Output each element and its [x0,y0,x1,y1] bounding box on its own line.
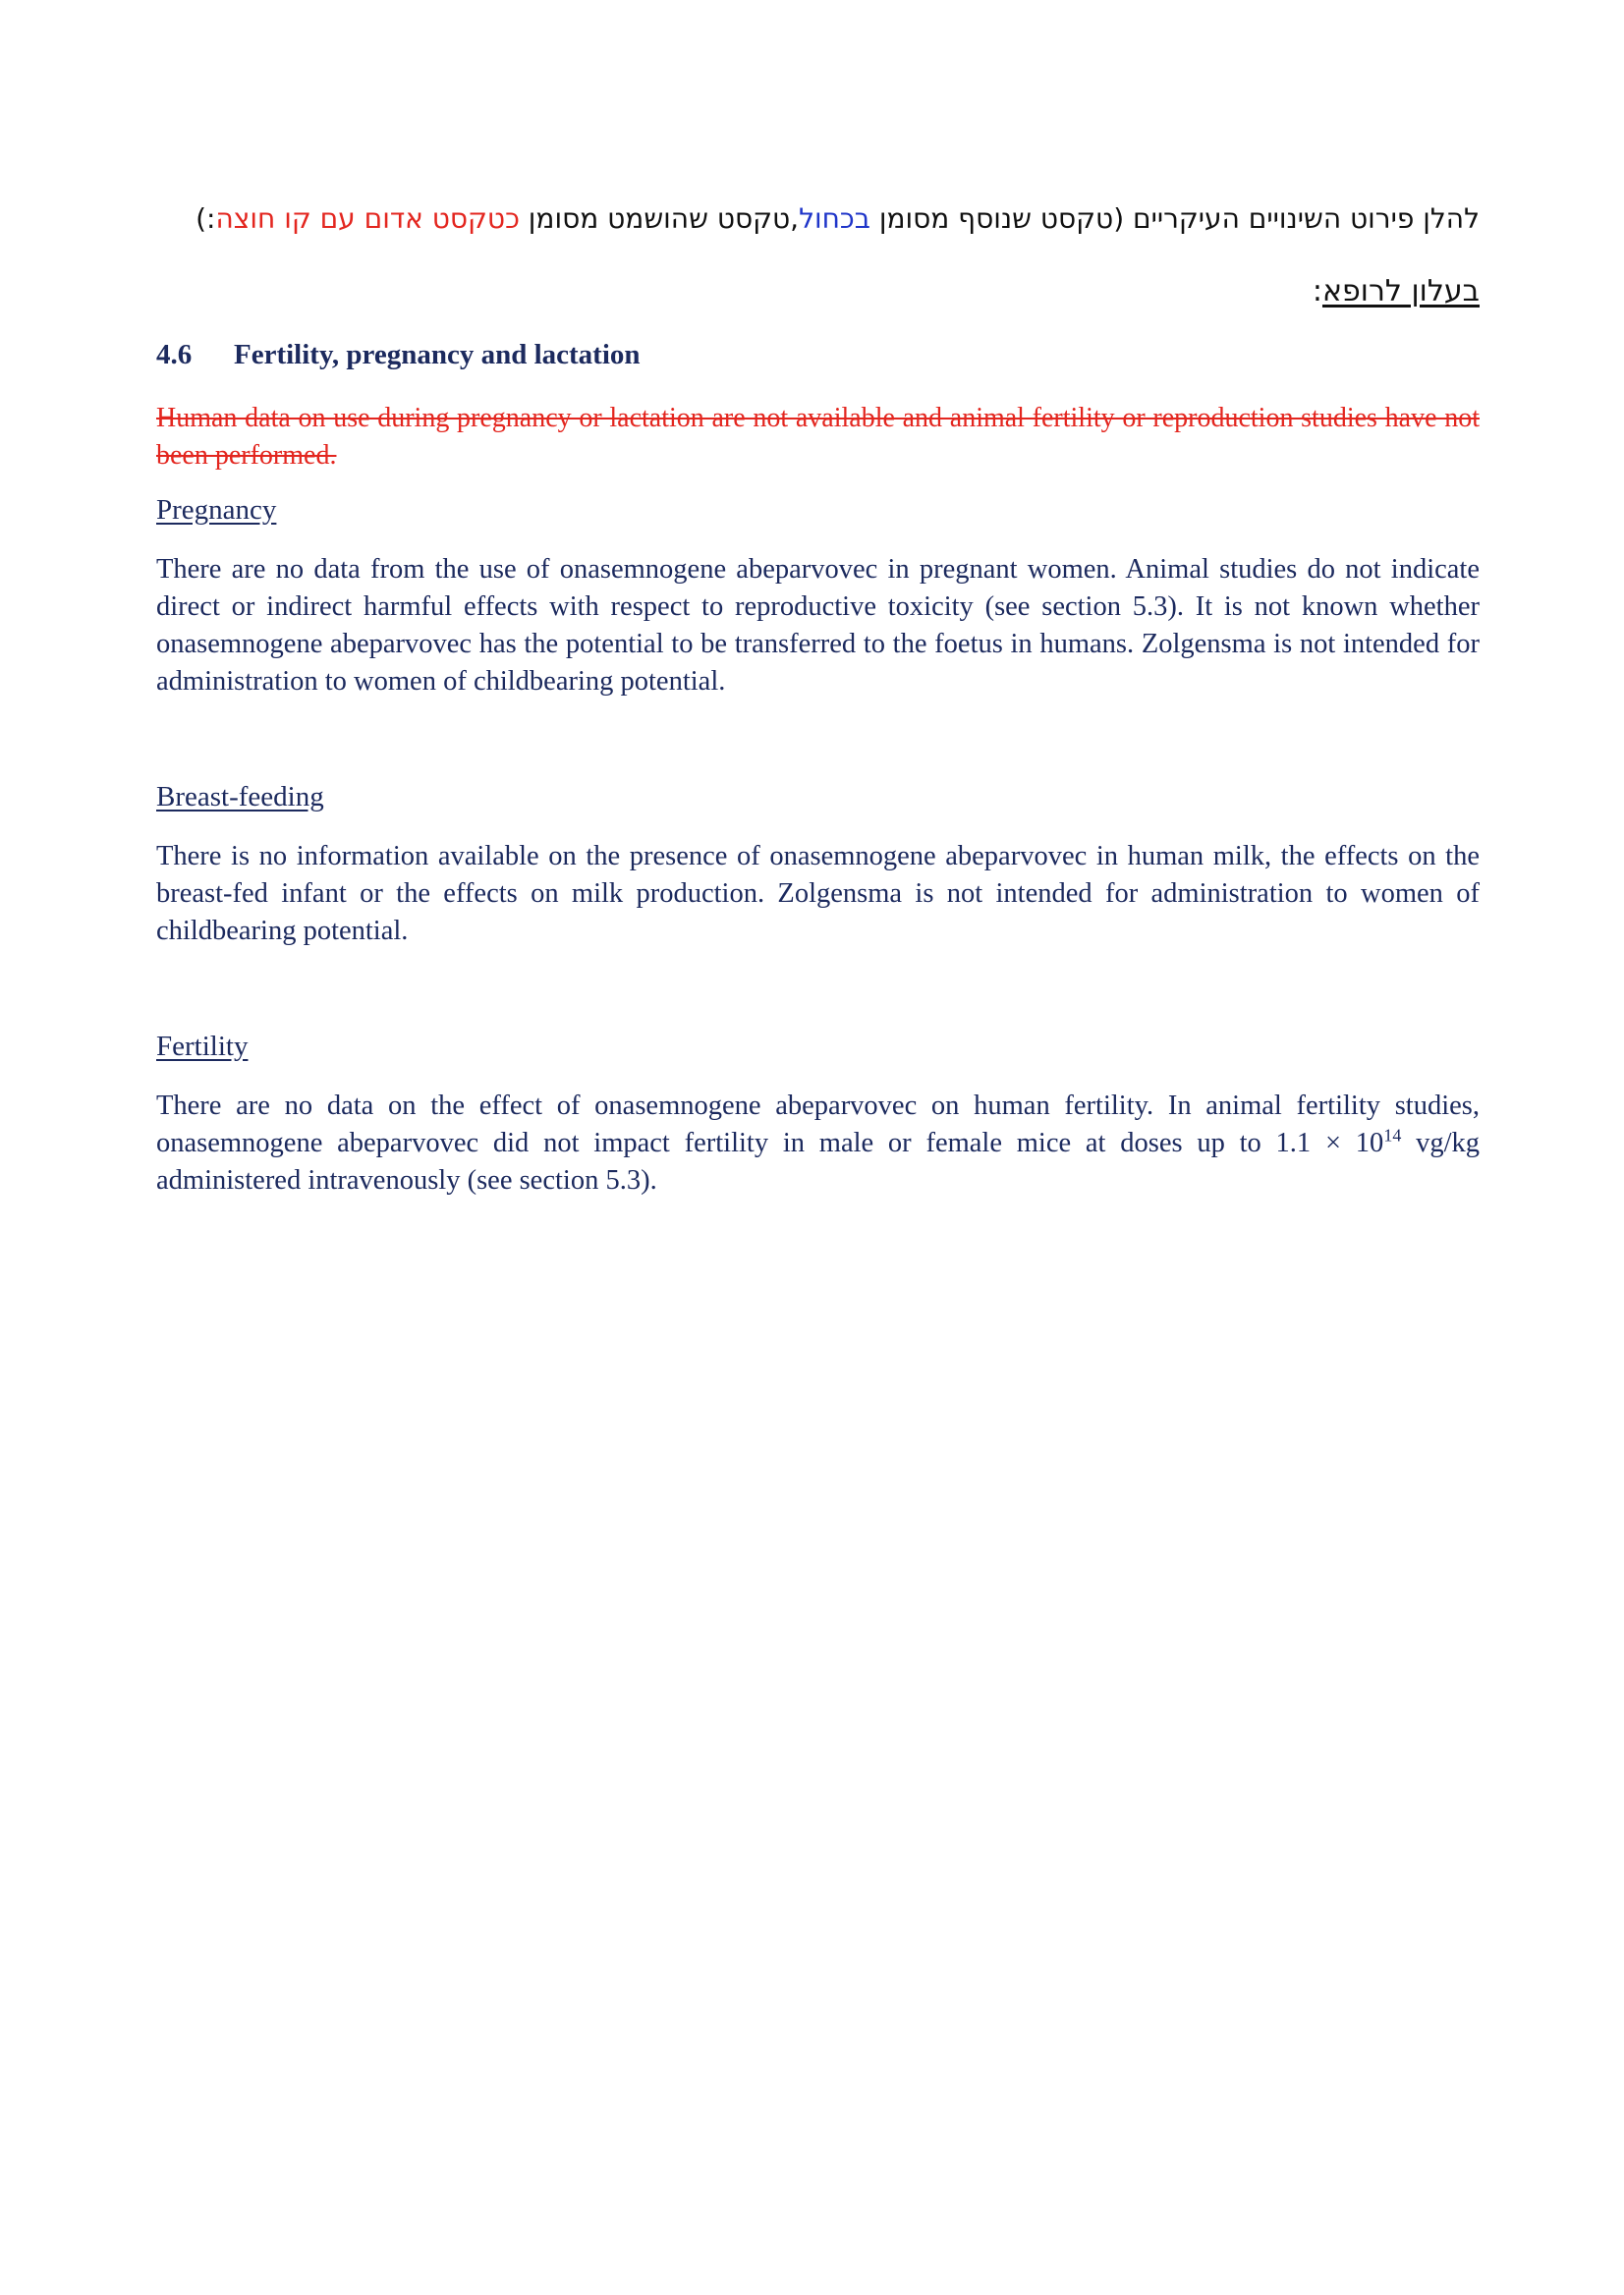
intro-blue-word: בכחול [799,202,870,235]
changes-intro [156,201,1480,237]
section-heading [156,337,1480,372]
breastfeeding-paragraph: There is no information available on the presence of onasemnogene abeparvovec in human milk, the effects on the breast-fed infant or the effects on milk production. Zolgensma is not intended for administration to women of childbearing potential. [156,841,1480,946]
document-page [156,201,1480,1200]
leaflet-heading-text: בעלון לרופא [1321,274,1480,308]
fertility-text-2: vg/kg administered intravenously (see section 5.3). [156,1128,1481,1196]
intro-red-phrase: כטקסט אדום עם קו חוצה [215,202,520,235]
leaflet-heading-suffix: : [1312,274,1322,308]
fertility-paragraph [156,1088,1480,1200]
pregnancy-paragraph: There are no data from the use of onasemnogene abeparvovec in pregnant women. Animal studies do not indicate direct or indirect harmful effects with respect to reproductive toxicity (see section 5.3). It is not known whether onasemnogene abeparvovec has the potential to be transferred to the foetus in humans. Zolgensma is not intended for administration to women of childbearing potential. [156,554,1480,697]
leaflet-heading [156,272,1480,311]
intro-text-2: ,טקסט שהושמט מסומן [519,202,800,235]
deleted-paragraph: Human data on use during pregnancy or lactation are not available and animal fertility or reproduction studies have not been performed. [156,403,1480,471]
section-number: 4.6 [156,339,193,370]
section-title: Fertility, pregnancy and lactation [234,339,641,370]
breastfeeding-heading: Breast-feeding [156,781,324,812]
pregnancy-heading: Pregnancy [156,494,277,526]
intro-text: להלן פירוט השינויים העיקריים (טקסט שנוסף מסומן [869,202,1480,235]
fertility-heading: Fertility [156,1031,249,1062]
intro-text-3: :) [196,202,216,235]
fertility-text-1: There are no data on the effect of onasemnogene abeparvovec on human fertility. In animal fertility studies, onasemnogene abeparvovec did not impact fertility in male or female mice at doses up to 1.1 × 10 [156,1091,1480,1158]
fertility-exponent: 14 [1383,1125,1402,1146]
